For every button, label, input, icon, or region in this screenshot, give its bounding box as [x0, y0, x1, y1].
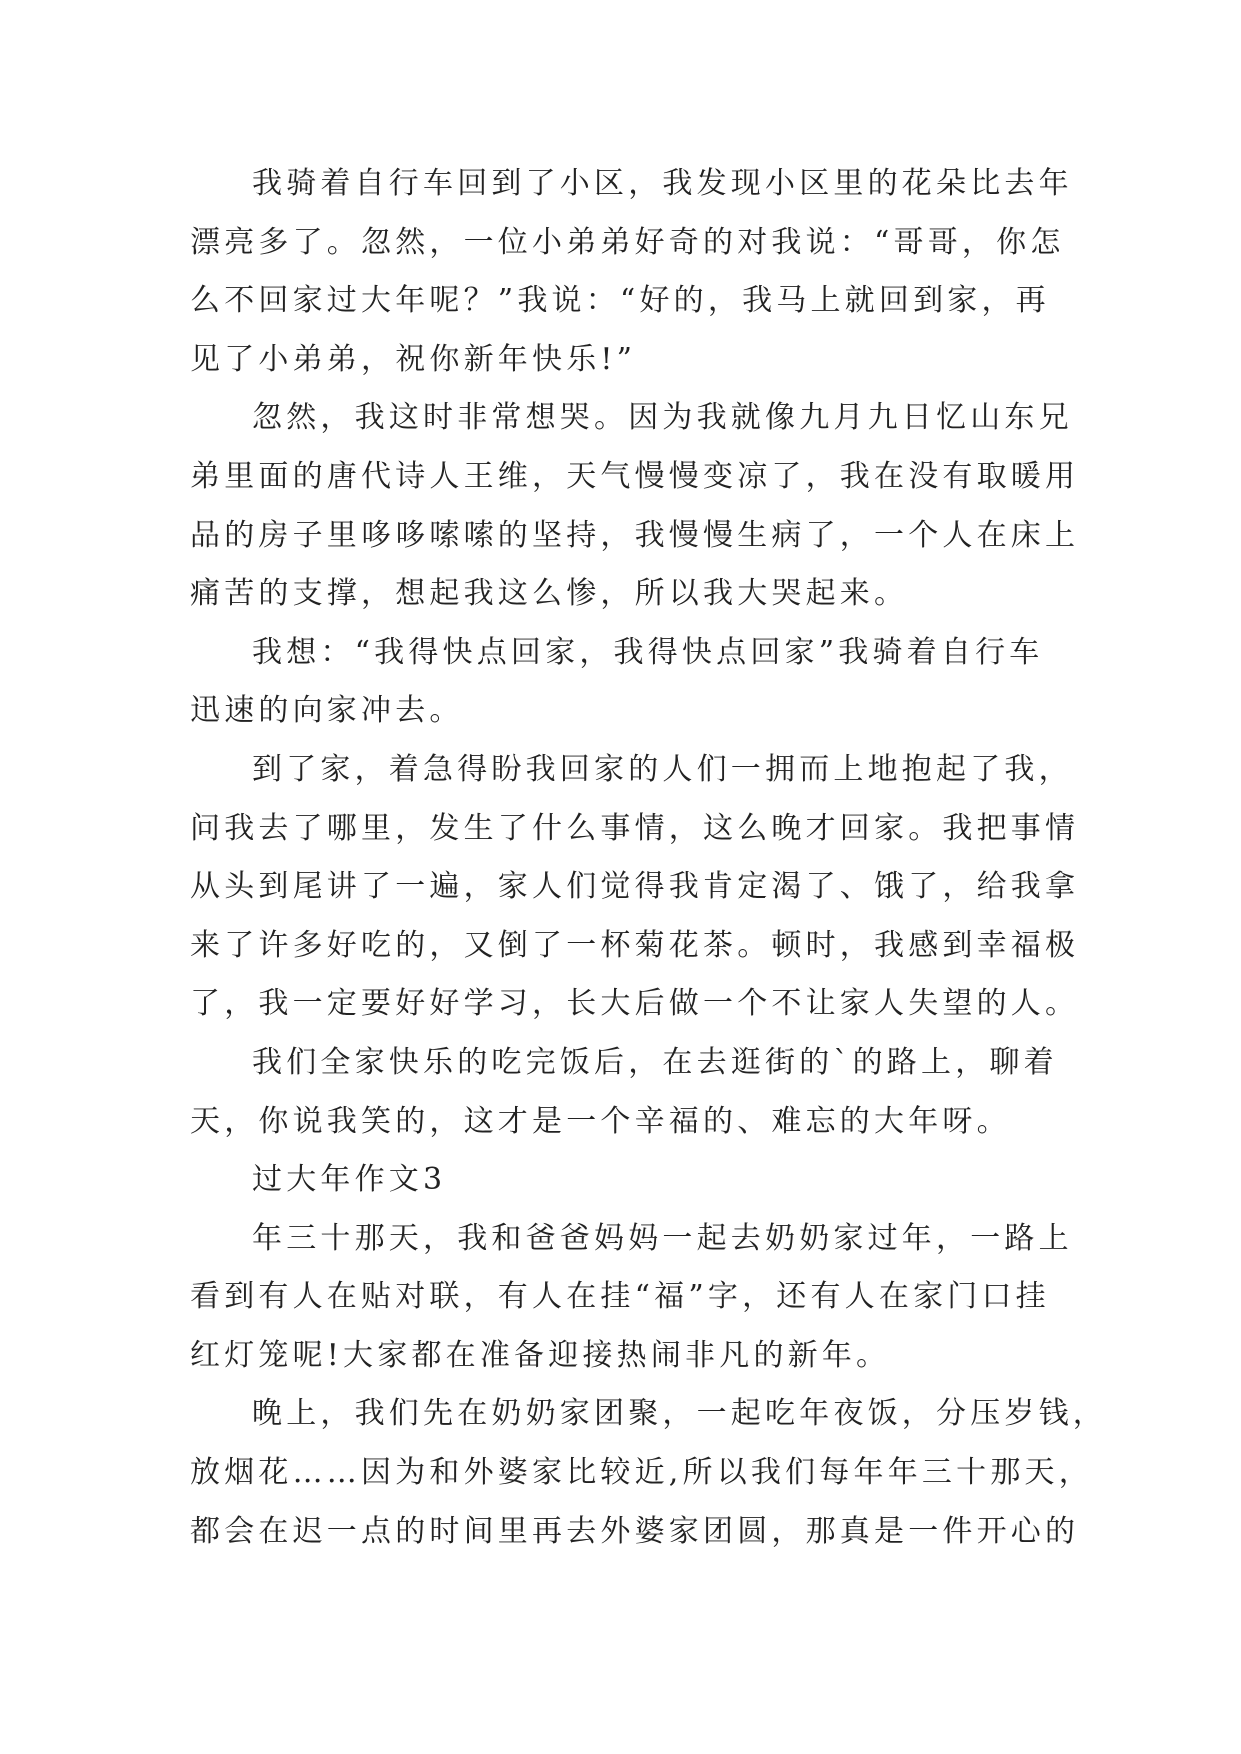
paragraph-7 — [190, 1385, 1107, 1561]
text-line: 我骑着自行车回到了小区，我发现小区里的花朵比去年 — [252, 166, 1073, 201]
text-line: 看到有人在贴对联，有人在挂“福”字，还有人在家门口挂 — [190, 1279, 1050, 1315]
paragraph-2 — [190, 389, 1080, 623]
paragraph-5 — [190, 1034, 1058, 1151]
text-line: 忽然，我这时非常想哭。因为我就像九月九日忆山东兄 — [252, 400, 1073, 436]
paragraph-3 — [190, 624, 1052, 741]
paragraph-6 — [190, 1210, 1073, 1386]
text-line: 问我去了哪里，发生了什么事情，这么晚才回家。我把事情 — [190, 810, 1080, 846]
text-line: 我想：“我得快点回家，我得快点回家”我骑着自行车 — [252, 634, 1044, 670]
text-line: 我们全家快乐的吃完饭后，在去逛街的`的路上，聊着 — [252, 1044, 1058, 1080]
text-line: 天，你说我笑的，这才是一个辛福的、难忘的大年呀。 — [190, 1103, 1011, 1139]
text-line: 到了家，着急得盼我回家的人们一拥而上地抱起了我， — [252, 751, 1073, 787]
text-line: 见了小弟弟，祝你新年快乐!” — [190, 341, 637, 377]
paragraph-4 — [190, 741, 1080, 1034]
text-line: 年三十那天，我和爸爸妈妈一起去奶奶家过年，一路上 — [252, 1220, 1073, 1256]
text-line: 来了许多好吃的，又倒了一杯菊花茶。顿时，我感到幸福极 — [190, 927, 1080, 963]
text-line: 迅速的向家冲去。 — [190, 693, 464, 729]
section-heading — [190, 1151, 1052, 1210]
text-line: 么不回家过大年呢？”我说：“好的，我马上就回到家，再 — [190, 283, 1050, 319]
text-line: 漂亮多了。忽然，一位小弟弟好奇的对我说：“哥哥，你怎 — [190, 224, 1065, 260]
text-line: 放烟花……因为和外婆家比较近,所以我们每年年三十那天， — [190, 1455, 1093, 1491]
text-line: 了，我一定要好好学习，长大后做一个不让家人失望的人。 — [190, 986, 1080, 1022]
text-line: 红灯笼呢!大家都在准备迎接热闹非凡的新年。 — [190, 1337, 891, 1373]
text-line: 痛苦的支撑，想起我这么惨，所以我大哭起来。 — [190, 576, 909, 612]
text-line: 都会在迟一点的时间里再去外婆家团圆，那真是一件开心的 — [190, 1513, 1080, 1549]
section-title: 过大年作文3 — [252, 1162, 447, 1198]
text-line: 品的房子里哆哆嗦嗦的坚持，我慢慢生病了，一个人在床上 — [190, 517, 1080, 553]
paragraph-1 — [190, 155, 1073, 389]
text-line: 从头到尾讲了一遍，家人们觉得我肯定渴了、饿了，给我拿 — [190, 869, 1080, 905]
text-line: 晚上，我们先在奶奶家团聚，一起吃年夜饭，分压岁钱， — [252, 1396, 1107, 1432]
text-line: 弟里面的唐代诗人王维，天气慢慢变凉了，我在没有取暖用 — [190, 458, 1080, 494]
document-body — [190, 155, 1107, 1561]
